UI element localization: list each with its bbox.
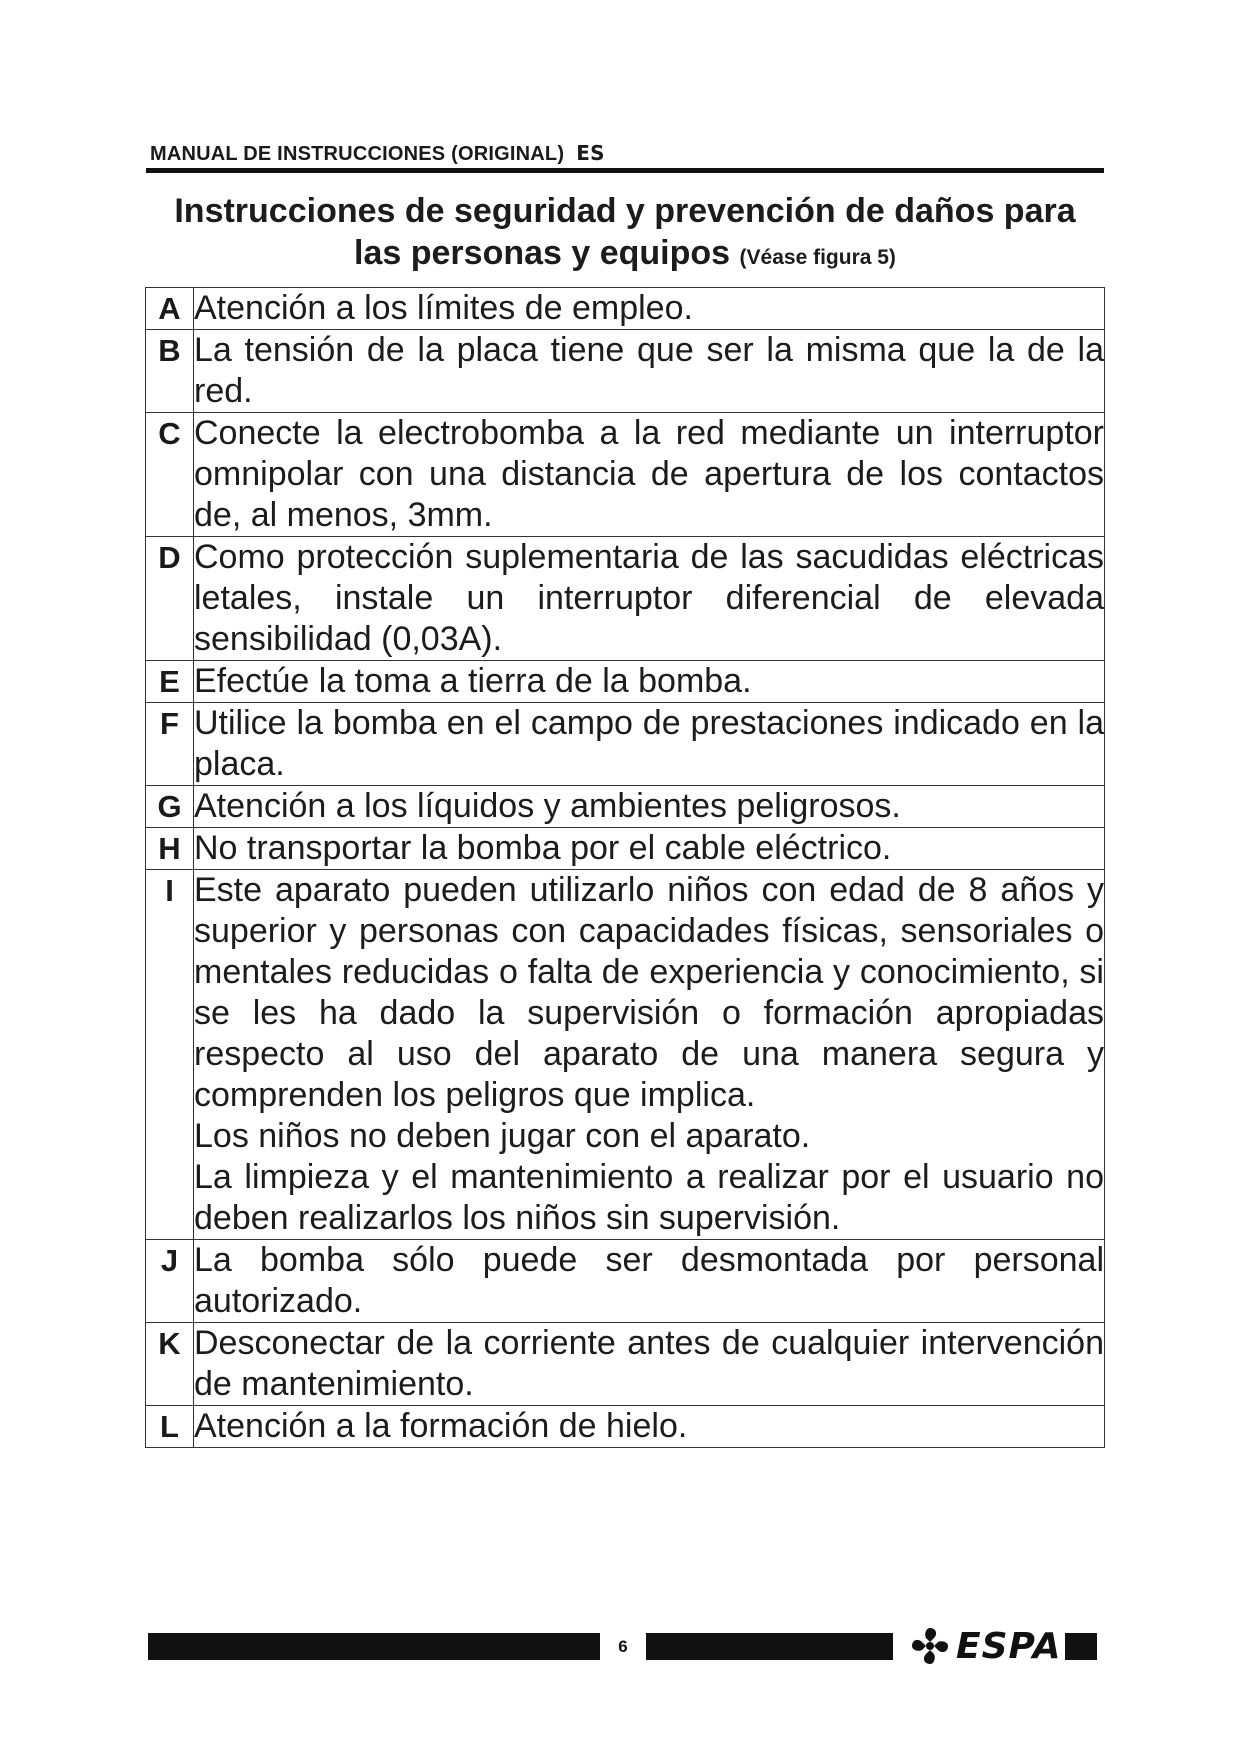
safety-rule-row (146, 870, 1105, 1240)
safety-rule-row (146, 413, 1105, 537)
rule-letter: F (146, 703, 194, 786)
rule-letter: D (146, 537, 194, 661)
rule-text-paragraph: Conecte la electrobomba a la red mediante un interruptor omnipolar con una distancia de apertura de los contactos de, al menos, 3mm. (194, 414, 1104, 534)
rule-text (194, 537, 1105, 661)
safety-rule-row (146, 537, 1105, 661)
rule-text-paragraph: Atención a los líquidos y ambientes peligrosos. (194, 787, 901, 825)
section-title-line-2-text: las personas y equipos (354, 234, 731, 272)
rule-letter: B (146, 330, 194, 413)
rule-text (194, 1406, 1105, 1448)
espa-logo (908, 1622, 1061, 1670)
rule-text-paragraph: Efectúe la toma a tierra de la bomba. (194, 662, 752, 700)
footer-bar-end (1065, 1633, 1097, 1660)
rule-letter: A (146, 288, 194, 330)
rule-text-paragraph: Desconectar de la corriente antes de cualquier intervención de mantenimiento. (194, 1324, 1104, 1403)
rule-letter: I (146, 870, 194, 1240)
rule-text-paragraph: La tensión de la placa tiene que ser la misma que la de la red. (194, 331, 1104, 410)
rule-text (194, 288, 1105, 330)
safety-rule-row (146, 703, 1105, 786)
header-divider (146, 168, 1104, 173)
manual-header-title: MANUAL DE INSTRUCCIONES (ORIGINAL) (150, 143, 565, 165)
rule-text (194, 1323, 1105, 1406)
section-title (146, 190, 1104, 279)
espa-logo-icon (908, 1624, 952, 1668)
rule-text (194, 870, 1105, 1240)
rule-text (194, 330, 1105, 413)
rule-text (194, 661, 1105, 703)
rule-letter: E (146, 661, 194, 703)
safety-rules-table (145, 287, 1105, 1448)
safety-rule-row (146, 786, 1105, 828)
safety-rule-row (146, 1323, 1105, 1406)
rule-letter: L (146, 1406, 194, 1448)
footer-bar (148, 1633, 893, 1660)
section-title-line-1: Instrucciones de seguridad y prevención de daños para (174, 192, 1076, 230)
rule-text-paragraph: Como protección suplementaria de las sacudidas eléctricas letales, instale un interruptor diferencial de elevada sensibilidad (0,03A). (194, 538, 1104, 658)
rule-letter: K (146, 1323, 194, 1406)
safety-rule-row (146, 288, 1105, 330)
rule-text-paragraph: Atención a los límites de empleo. (194, 289, 693, 327)
rule-text-paragraph: Los niños no deben jugar con el aparato. (194, 1117, 811, 1155)
language-code: ES (576, 141, 605, 165)
rule-text-paragraph: La limpieza y el mantenimiento a realizar por el usuario no deben realizarlos los niños sin supervisión. (194, 1158, 1104, 1237)
rule-text (194, 413, 1105, 537)
safety-rule-row (146, 330, 1105, 413)
manual-header (150, 141, 605, 166)
rule-letter: G (146, 786, 194, 828)
rule-text-paragraph: La bomba sólo puede ser desmontada por personal autorizado. (194, 1241, 1104, 1320)
safety-rules-body (146, 288, 1105, 1448)
rule-text (194, 786, 1105, 828)
rule-text (194, 1240, 1105, 1323)
section-title-line-2 (146, 232, 1104, 279)
rule-text-paragraph: No transportar la bomba por el cable eléctrico. (194, 829, 892, 867)
rule-text-paragraph: Este aparato pueden utilizarlo niños con edad de 8 años y superior y personas con capacidades físicas, sensoriales o mentales reducidas o falta de experiencia y conocimiento, si se les ha dado la supervisión o formación apropiadas respecto al uso del aparato de una manera segura y comprenden los peligros que implica. (194, 871, 1104, 1114)
rule-letter: C (146, 413, 194, 537)
rule-text-paragraph: Utilice la bomba en el campo de prestaciones indicado en la placa. (194, 704, 1104, 783)
rule-text-paragraph: Atención a la formación de hielo. (194, 1407, 688, 1445)
safety-rule-row (146, 1406, 1105, 1448)
brand-name: ESPA (956, 1625, 1062, 1667)
rule-letter: J (146, 1240, 194, 1323)
safety-rule-row (146, 661, 1105, 703)
page-number: 6 (600, 1633, 646, 1660)
safety-rule-row (146, 828, 1105, 870)
rule-text (194, 828, 1105, 870)
figure-reference: (Véase figura 5) (739, 246, 896, 269)
rule-letter: H (146, 828, 194, 870)
safety-rule-row (146, 1240, 1105, 1323)
rule-text (194, 703, 1105, 786)
